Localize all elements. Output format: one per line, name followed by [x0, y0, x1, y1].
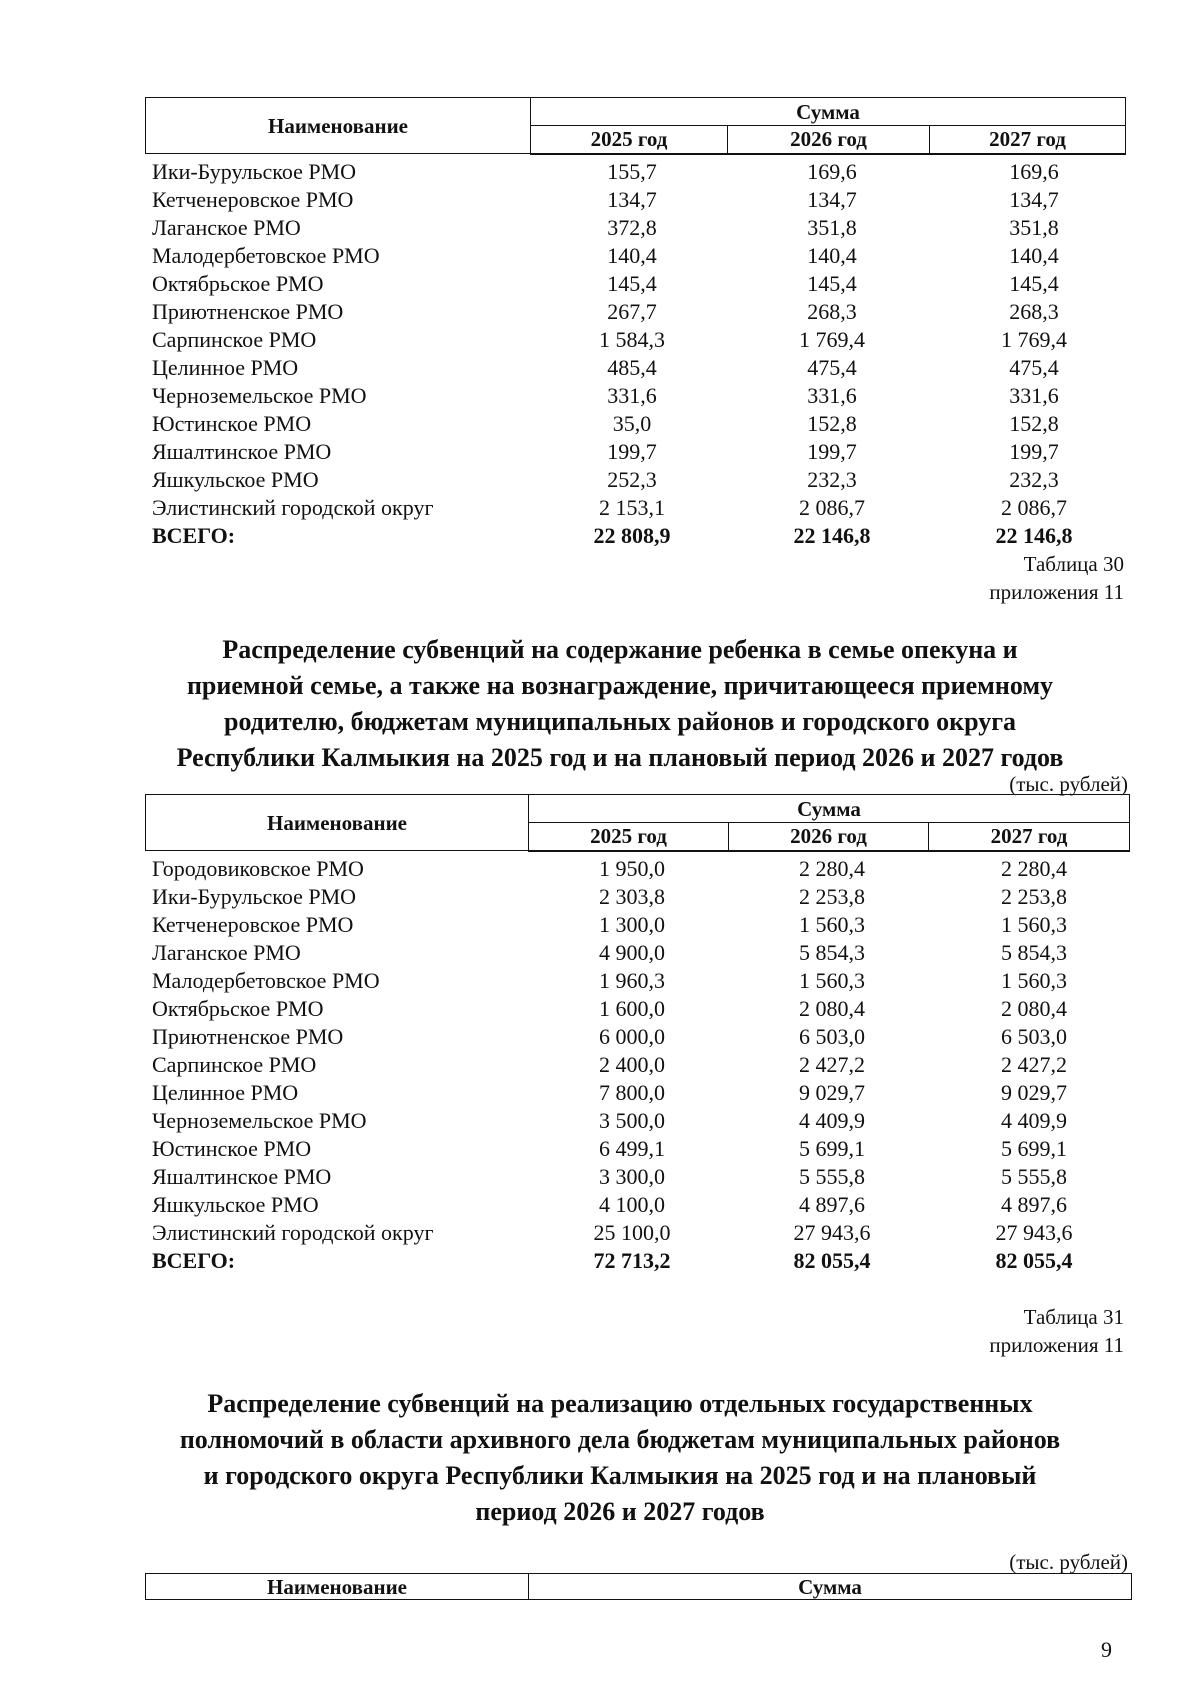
table30-appendix: приложения 11 [989, 580, 1124, 604]
header-year-2027: 2027 год [930, 126, 1126, 154]
header-name: Наименование [146, 98, 531, 154]
table30-title: Распределение субвенций на содержание ребенка в семье опекуна и приемной семье, а также на вознаграждение, причитающееся приемному родителю, бюджетам муниципальных районов и городского округа Республики Калмыкия на 2025 год и на плановый период 2026 и 2027 годов [176, 635, 1064, 772]
table31-label-block [989, 1303, 1124, 1359]
header-sum: Сумма [529, 795, 1130, 823]
header-year-2026: 2026 год [728, 126, 930, 154]
header-sum: Сумма [531, 98, 1126, 126]
header-year-2025: 2025 год [529, 823, 729, 851]
table31-title: Распределение субвенций на реализацию отдельных государственных полномочий в области архивного дела бюджетам муниципальных районов и городского округа Республики Калмыкия на 2025 год и на плановый период 2026 и 2027 годов [179, 1389, 1061, 1526]
table30-label-block [989, 550, 1124, 606]
header-year-2025: 2025 год [531, 126, 728, 154]
table31-unit: (тыс. рублей) [1009, 1550, 1128, 1574]
table31-label: Таблица 31 [1023, 1305, 1124, 1329]
header-name: Наименование [146, 1574, 529, 1600]
table31-appendix: приложения 11 [989, 1333, 1124, 1357]
table30-header [145, 794, 1130, 852]
header-sum: Сумма [529, 1574, 1132, 1600]
table30-label: Таблица 30 [1023, 552, 1124, 576]
header-year-2026: 2026 год [729, 823, 929, 851]
table-top-header [145, 97, 1126, 155]
table31-header [145, 1573, 1132, 1600]
header-year-2027: 2027 год [929, 823, 1130, 851]
page-number: 9 [1101, 1637, 1112, 1662]
header-name: Наименование [146, 795, 529, 851]
table30-unit: (тыс. рублей) [1009, 772, 1128, 796]
